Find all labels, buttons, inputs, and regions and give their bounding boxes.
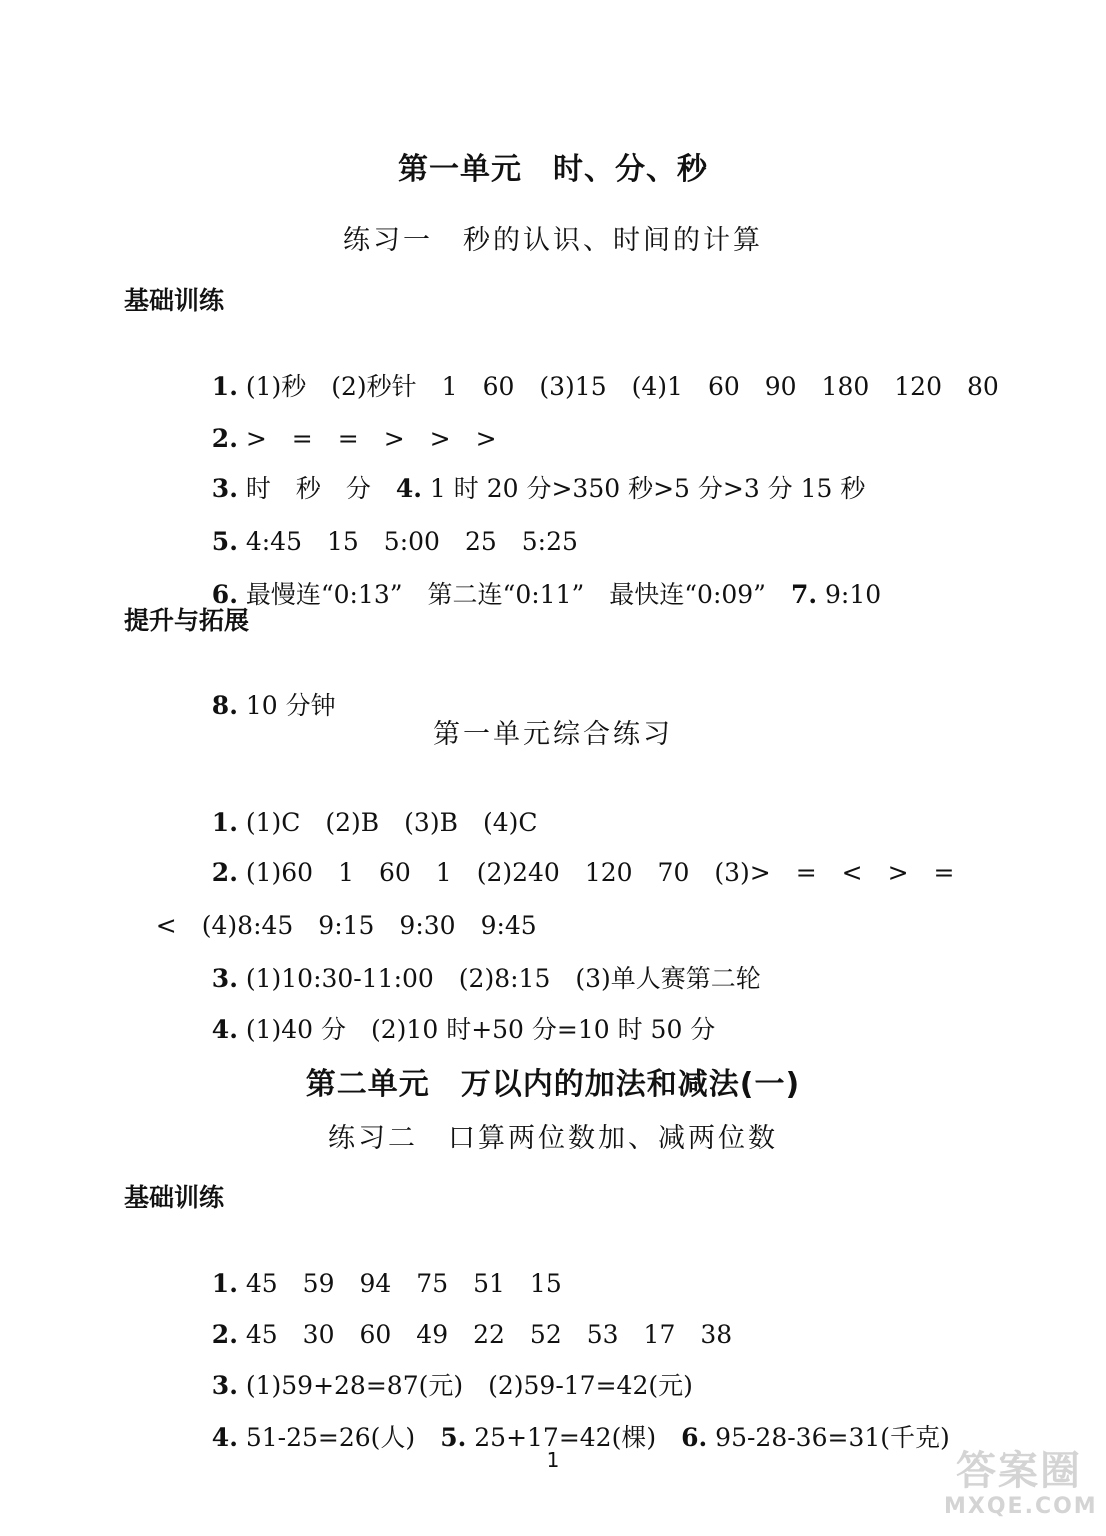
exercise2-title: 练习二 口算两位数加、减两位数	[328, 1123, 778, 1154]
item-number: 3.	[211, 474, 238, 503]
unit1-title: 第一单元 时、分、秒	[398, 152, 708, 187]
answer-text: (1)59+28=87(元) (2)59-17=42(元)	[237, 1371, 693, 1400]
answer-text: 95-28-36=31(千克)	[707, 1423, 950, 1452]
section-heading-basic: 基础训练	[124, 286, 225, 315]
watermark-en: MXQE.COM	[944, 1494, 1098, 1519]
item-number: 4.	[211, 1423, 238, 1452]
answer-line	[180, 546, 881, 640]
answer-text: 9:10	[817, 580, 882, 609]
watermark-cn: 答案圈	[956, 1448, 1082, 1494]
answer-text: 时 秒 分	[237, 474, 396, 503]
item-number: 3.	[211, 964, 238, 993]
item-number: 3.	[211, 1371, 238, 1400]
unit2-title: 第二单元 万以内的加法和减法(一)	[305, 1067, 801, 1102]
item-number: 6.	[211, 580, 238, 609]
answer-text: < (4)8:45 9:15 9:30 9:45	[155, 911, 537, 940]
item-number: 5.	[440, 1423, 467, 1452]
item-number: 4.	[395, 474, 422, 503]
item-number: 8.	[211, 691, 238, 720]
item-number: 7.	[790, 580, 818, 609]
answer-text: 1 时 20 分>350 秒>5 分>3 分 15 秒	[421, 474, 866, 503]
answer-text: 45 30 60 49 22 52 53 17 38	[237, 1320, 733, 1349]
answer-text: (1)60 1 60 1 (2)240 120 70 (3)> = < > =	[237, 858, 955, 887]
page-number: 1	[546, 1448, 560, 1472]
answer-text: > = = > > >	[237, 424, 497, 453]
item-number: 1.	[211, 372, 238, 401]
exercise1-title: 练习一 秒的认识、时间的计算	[343, 225, 763, 256]
answer-text: (1)10:30-11:00 (2)8:15 (3)单人赛第二轮	[237, 964, 761, 993]
answer-text: 4:45 15 5:00 25 5:25	[237, 527, 578, 556]
answer-text: (1)秒 (2)秒针 1 60 (3)15 (4)1 60 90 180 120 80	[237, 372, 999, 401]
watermark-logo	[944, 1448, 1098, 1528]
answer-text: 51-25=26(人)	[237, 1423, 441, 1452]
item-number: 2.	[211, 1320, 238, 1349]
review-title: 第一单元综合练习	[433, 719, 673, 750]
section-heading-extend: 提升与拓展	[124, 606, 250, 635]
answer-text: 25+17=42(棵)	[466, 1423, 682, 1452]
answer-text: 最慢连“0:13” 第二连“0:11” 最快连“0:09”	[237, 580, 791, 609]
item-number: 2.	[211, 858, 238, 887]
item-number: 4.	[211, 1015, 238, 1044]
section-heading-basic: 基础训练	[124, 1183, 225, 1212]
answer-text: 45 59 94 75 51 15	[237, 1269, 562, 1298]
item-number: 6.	[681, 1423, 708, 1452]
answer-text: 10 分钟	[237, 691, 336, 720]
item-number: 1.	[211, 1269, 238, 1298]
item-number: 5.	[211, 527, 238, 556]
item-number: 2.	[211, 424, 238, 453]
item-number: 1.	[211, 808, 238, 837]
answer-text: (1)C (2)B (3)B (4)C	[237, 808, 538, 837]
answer-text: (1)40 分 (2)10 时+50 分=10 时 50 分	[237, 1015, 716, 1044]
